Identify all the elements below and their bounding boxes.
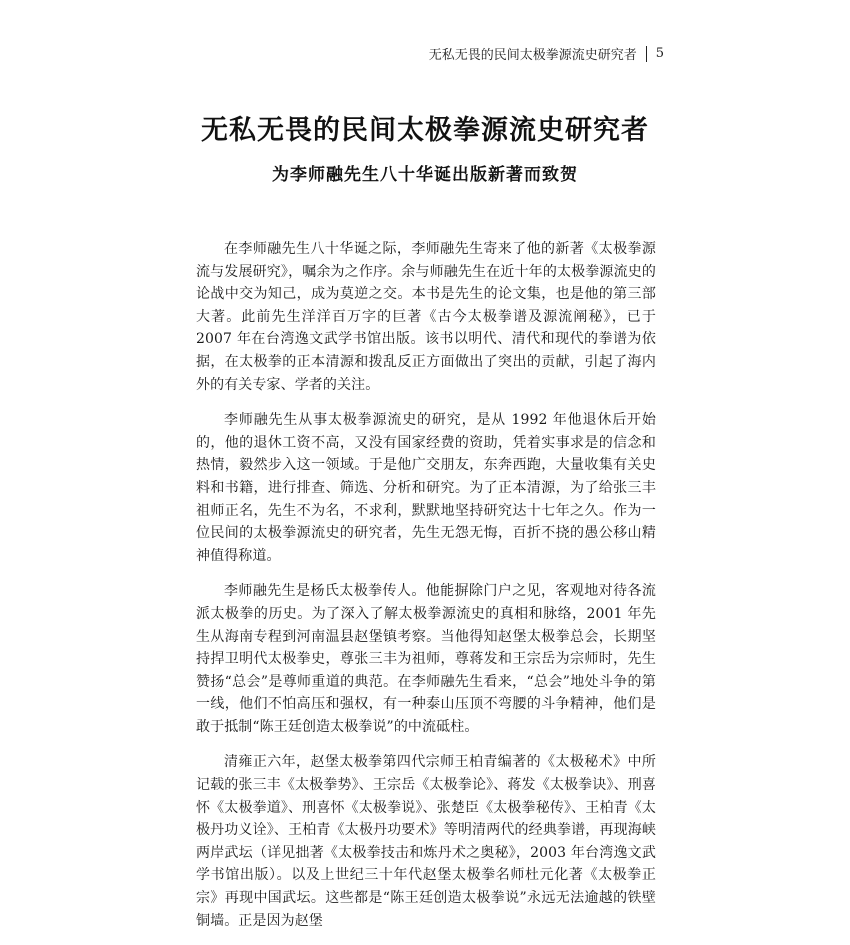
article-title: 无私无畏的民间太极拳源流史研究者	[201, 115, 649, 146]
article-body	[196, 238, 656, 945]
paragraph: 清雍正六年，赵堡太极拳第四代宗师王柏青编著的《太极秘术》中所记载的张三丰《太极拳势》、王宗岳《太极拳论》、蒋发《太极拳诀》、刑喜怀《太极拳道》、刑喜怀《太极拳说》、张楚臣《太极拳秘传》、王柏青《太极丹功义诠》、王柏青《太极丹功要术》等明清两代的经典拳谱，再现海峡两岸武坛（详见拙著《太极拳技击和炼丹术之奥秘》，2003 年台湾逸文武学书馆出版）。以及上世纪三十年代赵堡太极拳名师杜元化著《太极拳正宗》再现中国武坛。这些都是“陈王廷创造太极拳说”永远无法逾越的铁壁铜墙。正是因为赵堡	[196, 754, 656, 929]
header-divider	[646, 46, 647, 62]
paragraph: 李师融先生是杨氏太极拳传人。他能摒除门户之见，客观地对待各流派太极拳的历史。为了深入了解太极拳源流史的真相和脉络，2001 年先生从海南专程到河南温县赵堡镇考察。当他得知赵堡太极拳总会，长期坚持捍卫明代太极拳史，尊张三丰为祖师，尊蒋发和王宗岳为宗师时，先生赞扬“总会”是尊师重道的典范。在李师融先生看来，“总会”地处斗争的第一线，他们不怕高压和强权，有一种泰山压顶不弯腰的斗争精神，他们是敢于抵制“陈王廷创造太极拳说”的中流砥柱。	[196, 583, 656, 735]
running-header	[429, 44, 664, 63]
article-subtitle: 为李师融先生八十华诞出版新著而致贺	[272, 165, 578, 185]
paragraph: 李师融先生从事太极拳源流史的研究，是从 1992 年他退休后开始的，他的退休工资不高，又没有国家经费的资助，凭着实事求是的信念和热情，毅然步入这一领域。于是他广交朋友，东奔西跑，大量收集有关史料和书籍，进行排查、筛选、分析和研究。为了正本清源，为了给张三丰祖师正名，先生不为名，不求利，默默地坚持研究达十七年之久。作为一位民间的太极拳源流史的研究者，先生无怨无悔，百折不挠的愚公移山精神值得称道。	[196, 412, 656, 564]
paragraph: 在李师融先生八十华诞之际，李师融先生寄来了他的新著《太极拳源流与发展研究》，嘱余为之作序。余与师融先生在近十年的太极拳源流史的论战中交为知己，成为莫逆之交。本书是先生的论文集，也是他的第三部大著。此前先生洋洋百万字的巨著《古今太极拳谱及源流阐秘》，已于 2007 年在台湾逸文武学书馆出版。该书以明代、清代和现代的拳谱为依据，在太极拳的正本清源和拨乱反正方面做出了突出的贡献，引起了海内外的有关专家、学者的关注。	[196, 241, 656, 393]
running-title: 无私无畏的民间太极拳源流史研究者	[428, 48, 637, 63]
page-number: 5	[655, 46, 664, 61]
